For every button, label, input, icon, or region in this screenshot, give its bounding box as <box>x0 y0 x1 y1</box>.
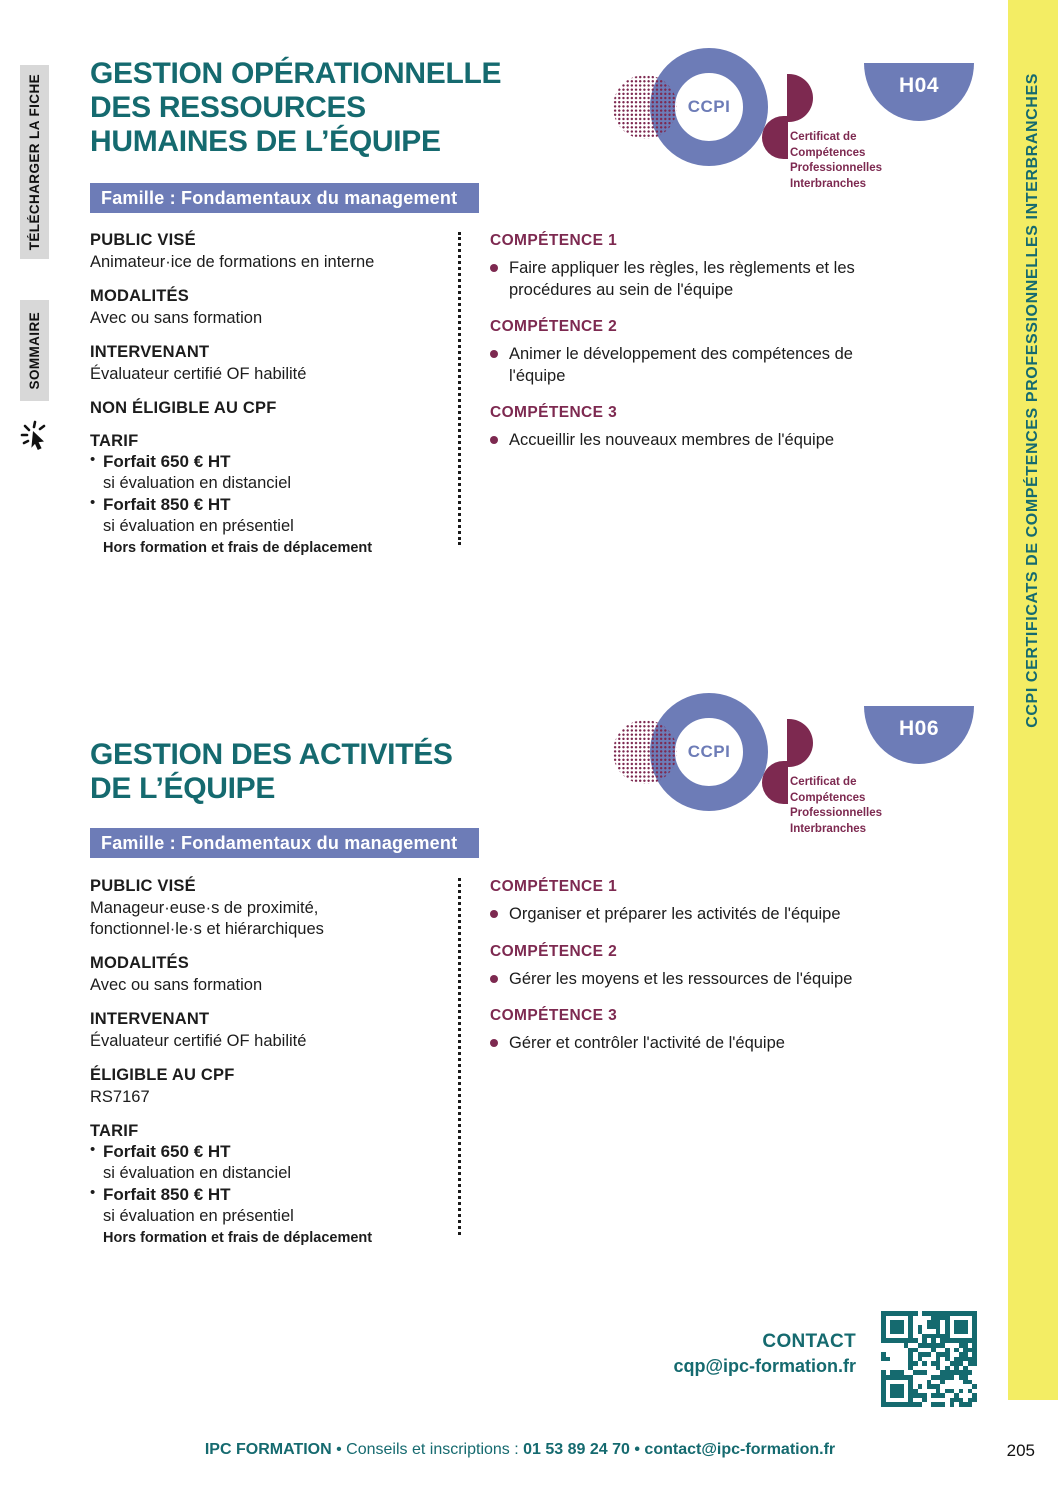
field-public-vise <box>90 230 430 273</box>
field-public-vise <box>90 876 430 940</box>
qr-code <box>881 1311 977 1407</box>
bullet-icon <box>490 350 498 358</box>
footer-text: • Conseils et inscriptions : <box>336 1441 519 1458</box>
bullet-icon <box>490 975 498 983</box>
course-title-line: GESTION OPÉRATIONNELLE <box>90 57 502 90</box>
competence-text: Gérer les moyens et les ressources de l'équipe <box>509 969 853 988</box>
download-fiche-tab[interactable] <box>20 65 49 259</box>
competence-label: COMPÉTENCE 3 <box>490 1007 618 1024</box>
bullet-icon <box>490 264 498 272</box>
contact-label: CONTACT <box>762 1331 856 1352</box>
tarif-label: TARIF <box>90 432 139 450</box>
competence-2 <box>490 943 940 991</box>
field-intervenant <box>90 1009 430 1052</box>
course-title-line: DE L’ÉQUIPE <box>90 772 276 805</box>
course-title-line: DES RESSOURCES <box>90 91 366 124</box>
dotted-divider <box>458 878 461 1235</box>
field-label: INTERVENANT <box>90 343 210 361</box>
code-badge: H04 <box>864 63 974 121</box>
ccpi-caption <box>790 130 882 192</box>
ccpi-half-circle-icon <box>787 719 813 767</box>
competence-text: Gérer et contrôler l'activité de l'équipe <box>509 1034 785 1052</box>
famille-banner: Famille : Fondamentaux du management <box>90 828 479 858</box>
tarif-price: • Forfait 650 € HT <box>103 1142 231 1161</box>
field-label: PUBLIC VISÉ <box>90 231 196 249</box>
course-title <box>90 57 501 159</box>
tarif-detail: si évaluation en distanciel <box>103 1164 292 1182</box>
tarif-detail: si évaluation en présentiel <box>103 1207 294 1225</box>
info-column <box>90 876 430 1261</box>
contact-block <box>600 1331 856 1377</box>
field-value: Avec ou sans formation <box>90 976 263 994</box>
ccpi-logo <box>613 44 883 194</box>
tarif-item <box>90 1141 430 1184</box>
field-label: ÉLIGIBLE AU CPF <box>90 1066 235 1084</box>
ccpi-logo-text: CCPI <box>687 97 731 116</box>
tarif-item <box>90 1184 430 1227</box>
competences-column <box>490 232 940 469</box>
contact-email[interactable]: cqp@ipc-formation.fr <box>673 1356 856 1376</box>
field-tarif <box>90 1121 430 1248</box>
competence-label: COMPÉTENCE 2 <box>490 318 618 335</box>
sommaire-label: SOMMAIRE <box>27 311 42 390</box>
footer <box>90 1441 950 1459</box>
competence-label: COMPÉTENCE 3 <box>490 404 618 421</box>
competence-2 <box>490 318 940 387</box>
edge-tab-label: CERTIFICATS DE COMPÉTENCES PROFESSIONNELLES INTERBRANCHES <box>1024 72 1041 682</box>
competence-1 <box>490 878 940 926</box>
ccpi-caption <box>790 775 882 837</box>
tarif-item <box>90 451 430 494</box>
field-cpf <box>90 1065 430 1108</box>
ccpi-caption-line: Interbranches <box>790 822 867 835</box>
info-column <box>90 230 430 571</box>
tarif-note: Hors formation et frais de déplacement <box>103 540 373 556</box>
course-title-line: HUMAINES DE L’ÉQUIPE <box>90 125 441 158</box>
tarif-price: • Forfait 850 € HT <box>103 495 231 514</box>
footer-phone: 01 53 89 24 70 <box>523 1441 630 1458</box>
field-value: Manageur·euse·s de proximité, fonctionnel·le·s et hiérarchiques <box>90 899 324 938</box>
competence-3 <box>490 404 940 452</box>
competence-text: Faire appliquer les règles, les règlements et les procédures au sein de l'équipe <box>509 259 855 299</box>
field-label: INTERVENANT <box>90 1010 210 1028</box>
tarif-note: Hors formation et frais de déplacement <box>103 1230 373 1246</box>
ccpi-caption-line: Compétences <box>790 791 866 804</box>
footer-email[interactable]: contact@ipc-formation.fr <box>644 1441 836 1458</box>
section-edge-tab-text <box>1008 55 1058 745</box>
code-badge: H06 <box>864 706 974 764</box>
bullet-icon <box>490 436 498 444</box>
famille-banner: Famille : Fondamentaux du management <box>90 183 479 213</box>
footer-brand: IPC FORMATION <box>204 1441 332 1458</box>
ccpi-half-circle-icon <box>787 74 813 122</box>
ccpi-caption-line: Certificat de <box>790 131 857 143</box>
course-title <box>90 738 453 806</box>
dotted-divider <box>458 232 461 545</box>
page-number: 205 <box>1006 1441 1035 1460</box>
ccpi-logo-text: CCPI <box>687 742 731 761</box>
bullet-icon <box>490 910 498 918</box>
competence-1 <box>490 232 940 301</box>
competence-3 <box>490 1007 940 1055</box>
footer-separator: • <box>634 1441 640 1458</box>
edge-tab-ccpi: CCPI <box>1024 686 1041 728</box>
competence-text: Accueillir les nouveaux membres de l'équipe <box>509 431 835 449</box>
field-value: Évaluateur certifié OF habilité <box>90 365 307 383</box>
ccpi-dotted-circle-icon <box>613 75 677 139</box>
field-modalites <box>90 286 430 329</box>
field-tarif <box>90 431 430 558</box>
field-label: PUBLIC VISÉ <box>90 877 196 895</box>
competence-label: COMPÉTENCE 2 <box>490 942 618 960</box>
ccpi-caption-line: Compétences <box>790 146 866 159</box>
ccpi-caption-line: Interbranches <box>790 177 867 190</box>
field-label: NON ÉLIGIBLE AU CPF <box>90 399 277 417</box>
field-label: MODALITÉS <box>90 954 189 972</box>
tarif-detail: si évaluation en distanciel <box>103 474 292 492</box>
ccpi-caption-line: Certificat de <box>790 776 857 788</box>
competence-text: Organiser et préparer les activités de l'équipe <box>509 905 841 923</box>
click-cursor-icon <box>20 420 52 454</box>
bullet-icon <box>490 1039 498 1047</box>
competences-column <box>490 878 940 1072</box>
tarif-label: TARIF <box>90 1122 139 1140</box>
field-intervenant <box>90 342 430 385</box>
sommaire-tab[interactable] <box>20 300 49 401</box>
course-title-line: GESTION DES ACTIVITÉS <box>90 738 453 771</box>
tarif-detail: si évaluation en présentiel <box>103 517 294 535</box>
field-value: Animateur·ice de formations en interne <box>90 253 375 271</box>
ccpi-caption-line: Professionnelles <box>790 807 883 819</box>
tarif-price: • Forfait 850 € HT <box>103 1185 231 1204</box>
field-label: MODALITÉS <box>90 287 189 305</box>
field-cpf <box>90 398 430 418</box>
tarif-price: • Forfait 650 € HT <box>103 452 231 471</box>
ccpi-dotted-circle-icon <box>613 720 677 784</box>
section-edge-tab <box>1008 0 1058 1400</box>
download-fiche-label: TÉLÉCHARGER LA FICHE <box>27 73 42 251</box>
field-value: Avec ou sans formation <box>90 309 263 327</box>
ccpi-caption-line: Professionnelles <box>790 162 883 174</box>
field-value: RS7167 <box>90 1088 150 1106</box>
field-value: Évaluateur certifié OF habilité <box>90 1032 307 1050</box>
competence-label: COMPÉTENCE 1 <box>490 232 618 249</box>
competence-text: Animer le développement des compétences de l'équipe <box>509 345 853 385</box>
competence-label: COMPÉTENCE 1 <box>490 878 618 895</box>
ccpi-logo <box>613 689 883 839</box>
field-modalites <box>90 953 430 996</box>
tarif-item <box>90 494 430 537</box>
